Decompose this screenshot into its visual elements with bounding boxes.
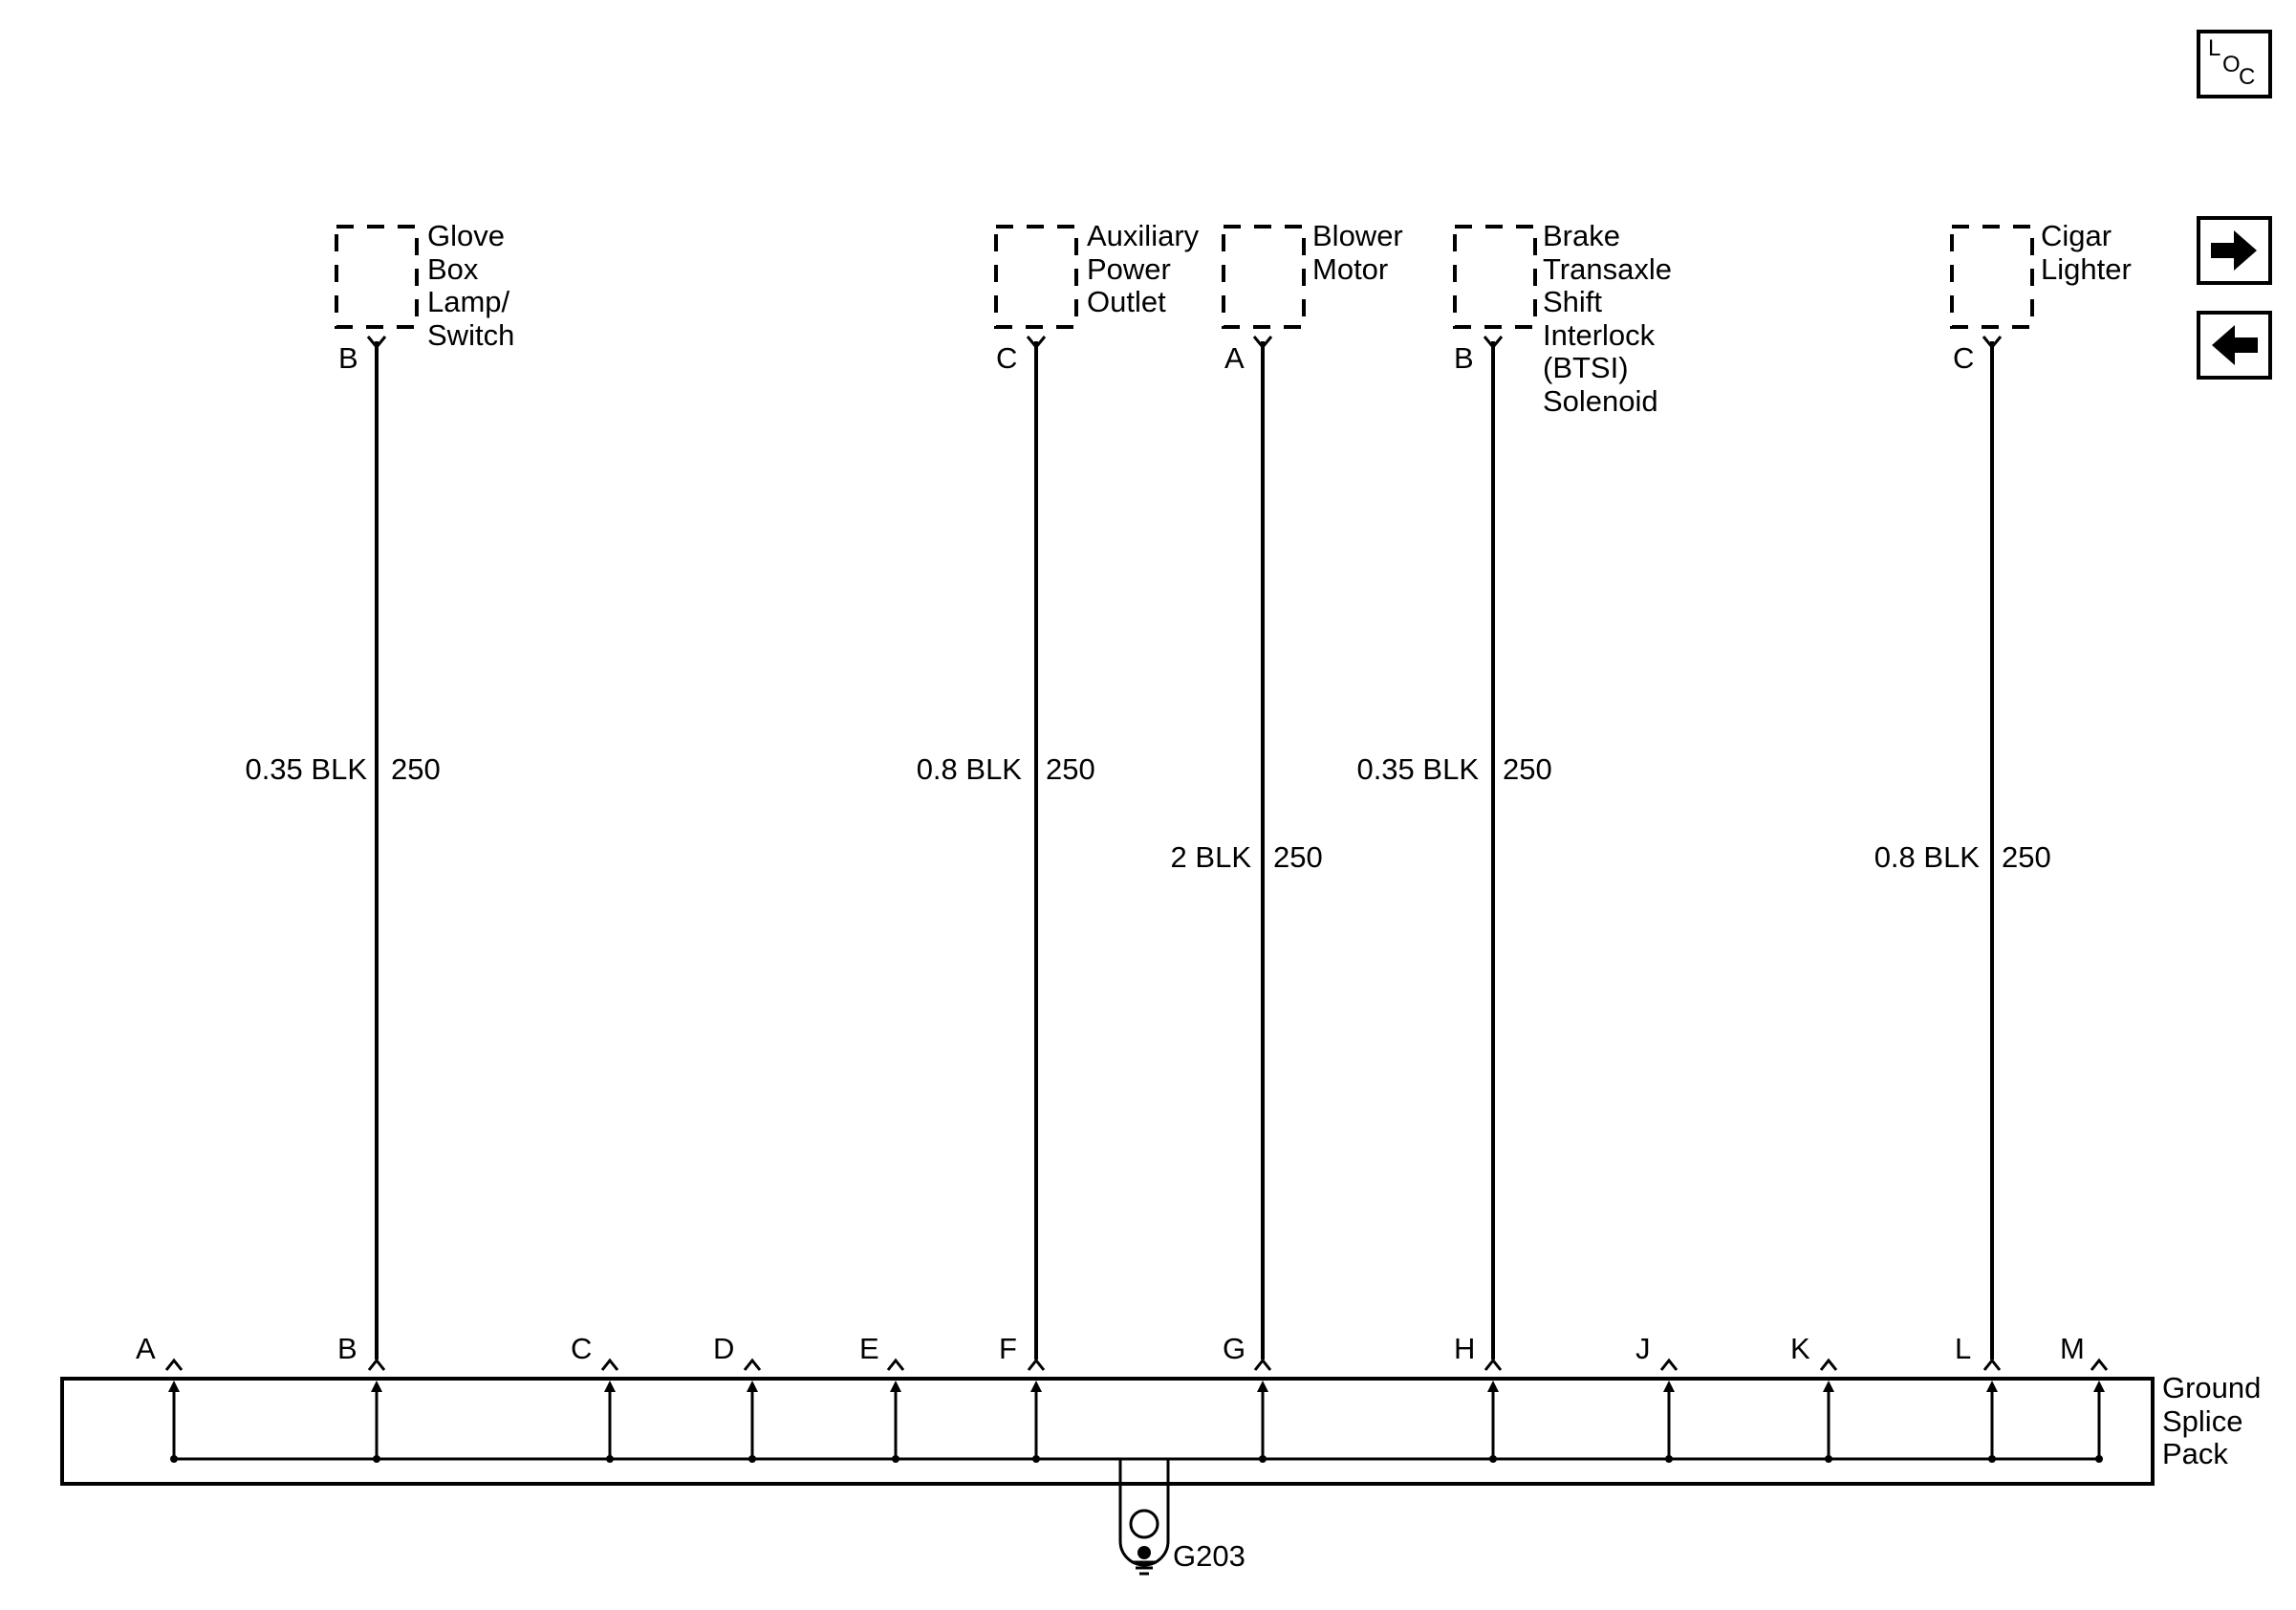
component-name-line: Box [427,252,479,286]
splice-junction-dot [170,1455,178,1463]
previous-page-button[interactable] [2199,313,2270,378]
component-pin-label: B [338,341,358,375]
component-name-line: Cigar [2041,219,2112,252]
splice-pin-label: K [1790,1332,1810,1365]
splice-pin-terminal-icon [1255,1360,1270,1370]
arrow-left-icon [2212,325,2258,365]
splice-pin [136,1332,182,1463]
splice-pin-label: B [337,1332,357,1365]
splice-pin-terminal-icon [166,1360,182,1370]
wire-circuit-number: 250 [1046,752,1095,786]
splice-junction-dot [2095,1455,2103,1463]
splice-pin [1635,1332,1677,1463]
component-name-line: Transaxle [1543,252,1672,286]
wire-gauge-color: 2 BLK [1170,840,1251,874]
splice-junction-dot [1489,1455,1497,1463]
component-dashed-box [1224,227,1304,327]
loc-letter-c: C [2239,64,2256,90]
splice-junction-dot [373,1455,380,1463]
component-name-line: Shift [1543,285,1603,318]
loc-letter-o: O [2222,52,2241,77]
component-btsi-solenoid [1356,219,1672,1360]
splice-junction-dot [748,1455,756,1463]
splice-pin-terminal-icon [2091,1360,2107,1370]
next-page-button[interactable] [2199,218,2270,283]
splice-pin [859,1332,903,1463]
component-pin-label: A [1224,341,1245,375]
component-pin-label: C [1953,341,1975,375]
loc-button[interactable] [2199,32,2270,97]
splice-pack-label-line: Splice [2162,1404,2243,1438]
wire-circuit-number: 250 [1273,840,1323,874]
component-name-line: Brake [1543,219,1620,252]
splice-pack-label-line: Pack [2162,1437,2228,1470]
wire-circuit-number: 250 [1503,752,1552,786]
splice-pin-terminal-icon [1485,1360,1501,1370]
component-name-line: Interlock [1543,318,1656,352]
component-dashed-box [996,227,1076,327]
splice-pins [136,1332,2107,1463]
ground-point [1137,1546,1151,1559]
splice-pin-terminal-icon [1984,1360,2000,1370]
splice-pin-label: H [1454,1332,1476,1365]
loc-letter-l: L [2208,35,2221,61]
component-name-line: Motor [1312,252,1389,286]
component-name-line: Outlet [1087,285,1166,318]
arrow-right-icon [2211,230,2257,271]
component-name-line: Glove [427,219,505,252]
component-name-line: Solenoid [1543,384,1658,418]
component-name-line: (BTSI) [1543,351,1629,384]
wire-gauge-color: 0.35 BLK [245,752,367,786]
ground-splice-pack [62,1332,2261,1484]
wire-gauge-color: 0.8 BLK [1874,840,1980,874]
splice-pin-label: C [571,1332,593,1365]
splice-pin-terminal-icon [1661,1360,1677,1370]
splice-junction-dot [1988,1455,1996,1463]
component-name-line: Switch [427,318,515,352]
splice-pin-label: L [1955,1332,1972,1365]
splice-pin [571,1332,617,1463]
splice-pin [713,1332,760,1463]
component-pin-label: C [996,341,1018,375]
component-auxiliary-power-outlet [917,219,1200,1360]
splice-pin-label: J [1635,1332,1651,1365]
component-name-line: Power [1087,252,1171,286]
splice-pin-terminal-icon [602,1360,617,1370]
component-dashed-box [1455,227,1535,327]
splice-junction-dot [1032,1455,1040,1463]
splice-junction-dot [892,1455,899,1463]
splice-pin-terminal-icon [1821,1360,1836,1370]
splice-junction-dot [1825,1455,1832,1463]
component-dashed-box [1952,227,2032,327]
splice-pin-label: M [2060,1332,2085,1365]
splice-pin-terminal-icon [1029,1360,1044,1370]
splice-pack-label-line: Ground [2162,1371,2262,1404]
ground-g203 [1120,1459,1245,1574]
wire-gauge-color: 0.35 BLK [1356,752,1479,786]
splice-pin [1790,1332,1836,1463]
component-blower-motor [1171,219,1403,1360]
splice-junction-dot [1665,1455,1673,1463]
splice-pin-label: G [1223,1332,1246,1365]
component-name-line: Lighter [2041,252,2132,286]
splice-junction-dot [606,1455,614,1463]
splice-pin-terminal-icon [888,1360,903,1370]
splice-pin-terminal-icon [369,1360,384,1370]
component-cigar-lighter [1874,219,2132,1360]
wire-circuit-number: 250 [2002,840,2051,874]
component-glove-box-lamp-switch [245,219,514,1360]
ground-eyelet [1131,1511,1158,1537]
splice-pin-label: F [999,1332,1017,1365]
component-dashed-box [336,227,417,327]
splice-junction-dot [1259,1455,1267,1463]
component-pin-label: B [1454,341,1474,375]
splice-pin-terminal-icon [745,1360,760,1370]
component-name-line: Auxiliary [1087,219,1200,252]
ground-label: G203 [1173,1539,1245,1573]
wire-circuit-number: 250 [391,752,441,786]
splice-pin [2060,1332,2107,1463]
component-name-line: Lamp/ [427,285,510,318]
component-name-line: Blower [1312,219,1403,252]
components-layer [245,219,2131,1360]
splice-pin-label: E [859,1332,879,1365]
wire-gauge-color: 0.8 BLK [916,752,1022,786]
splice-pin-label: D [713,1332,735,1365]
splice-pin-label: A [136,1332,156,1365]
